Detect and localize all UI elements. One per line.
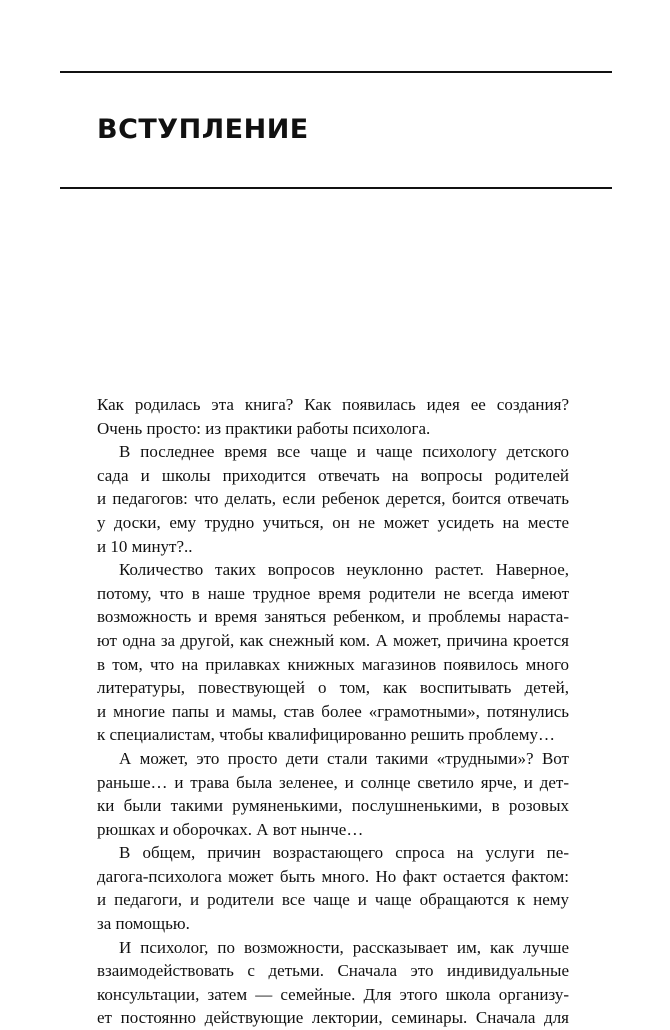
text-line: А может, это просто дети стали такими «трудными»? Вот: [119, 748, 569, 768]
text-line: и многие папы и мамы, став более «грамотными», потянулись: [97, 701, 569, 721]
chapter-title: ВСТУПЛЕНИЕ: [97, 114, 309, 145]
text-line: и педагоги, и родители все чаще и чаще обращаются к нему: [97, 890, 569, 910]
text-line: Количество таких вопросов неуклонно растет. Наверное,: [119, 560, 569, 580]
text-line: раньше… и трава была зеленее, и солнце светило ярче, и дет-: [97, 772, 569, 792]
text-line: и 10 минут?..: [97, 536, 193, 556]
text-line: потому, что в наше трудное время родители не всегда имеют: [97, 583, 569, 603]
text-line: ки были такими румяненькими, послушненькими, в розовых: [97, 796, 569, 816]
text-line: к специалистам, чтобы квалифицированно решить проблему…: [97, 725, 555, 745]
text-line: сада и школы приходится отвечать на вопросы родителей: [97, 465, 569, 485]
text-line: возможность и время заняться ребенком, и проблемы нараста-: [97, 607, 569, 627]
text-line: в том, что на прилавках книжных магазинов появилось много: [97, 654, 569, 674]
text-line: В общем, причин возрастающего спроса на услуги пе-: [119, 843, 569, 863]
text-line: и педагогов: что делать, если ребенок дерется, боится отвечать: [97, 489, 569, 509]
bottom-rule: [60, 187, 612, 189]
text-line: взаимодействовать с детьми. Сначала это индивидуальные: [97, 961, 569, 981]
text-line: консультации, затем — семейные. Для этого школа организу-: [97, 984, 569, 1004]
text-line: ет постоянно действующие лектории, семинары. Сначала для: [97, 1008, 569, 1028]
text-line: за помощью.: [97, 914, 190, 934]
text-line: В последнее время все чаще и чаще психологу детского: [119, 442, 569, 462]
text-line: ют одна за другой, как снежный ком. А может, причина кроется: [97, 630, 569, 650]
text-line: И психолог, по возможности, рассказывает им, как лучше: [119, 937, 569, 957]
text-line: литературы, повествующей о том, как воспитывать детей,: [97, 678, 569, 698]
top-rule: [60, 71, 612, 73]
text-line: Очень просто: из практики работы психолога.: [97, 418, 431, 438]
text-line: Как родилась эта книга? Как появилась идея ее создания?: [97, 395, 569, 414]
body-text: [97, 393, 569, 1030]
text-line: дагога-психолога может быть много. Но факт остается фактом:: [97, 866, 569, 886]
text-line: рюшках и оборочках. А вот нынче…: [97, 819, 364, 839]
text-line: у доски, ему трудно учиться, он не может усидеть на месте: [97, 512, 569, 532]
